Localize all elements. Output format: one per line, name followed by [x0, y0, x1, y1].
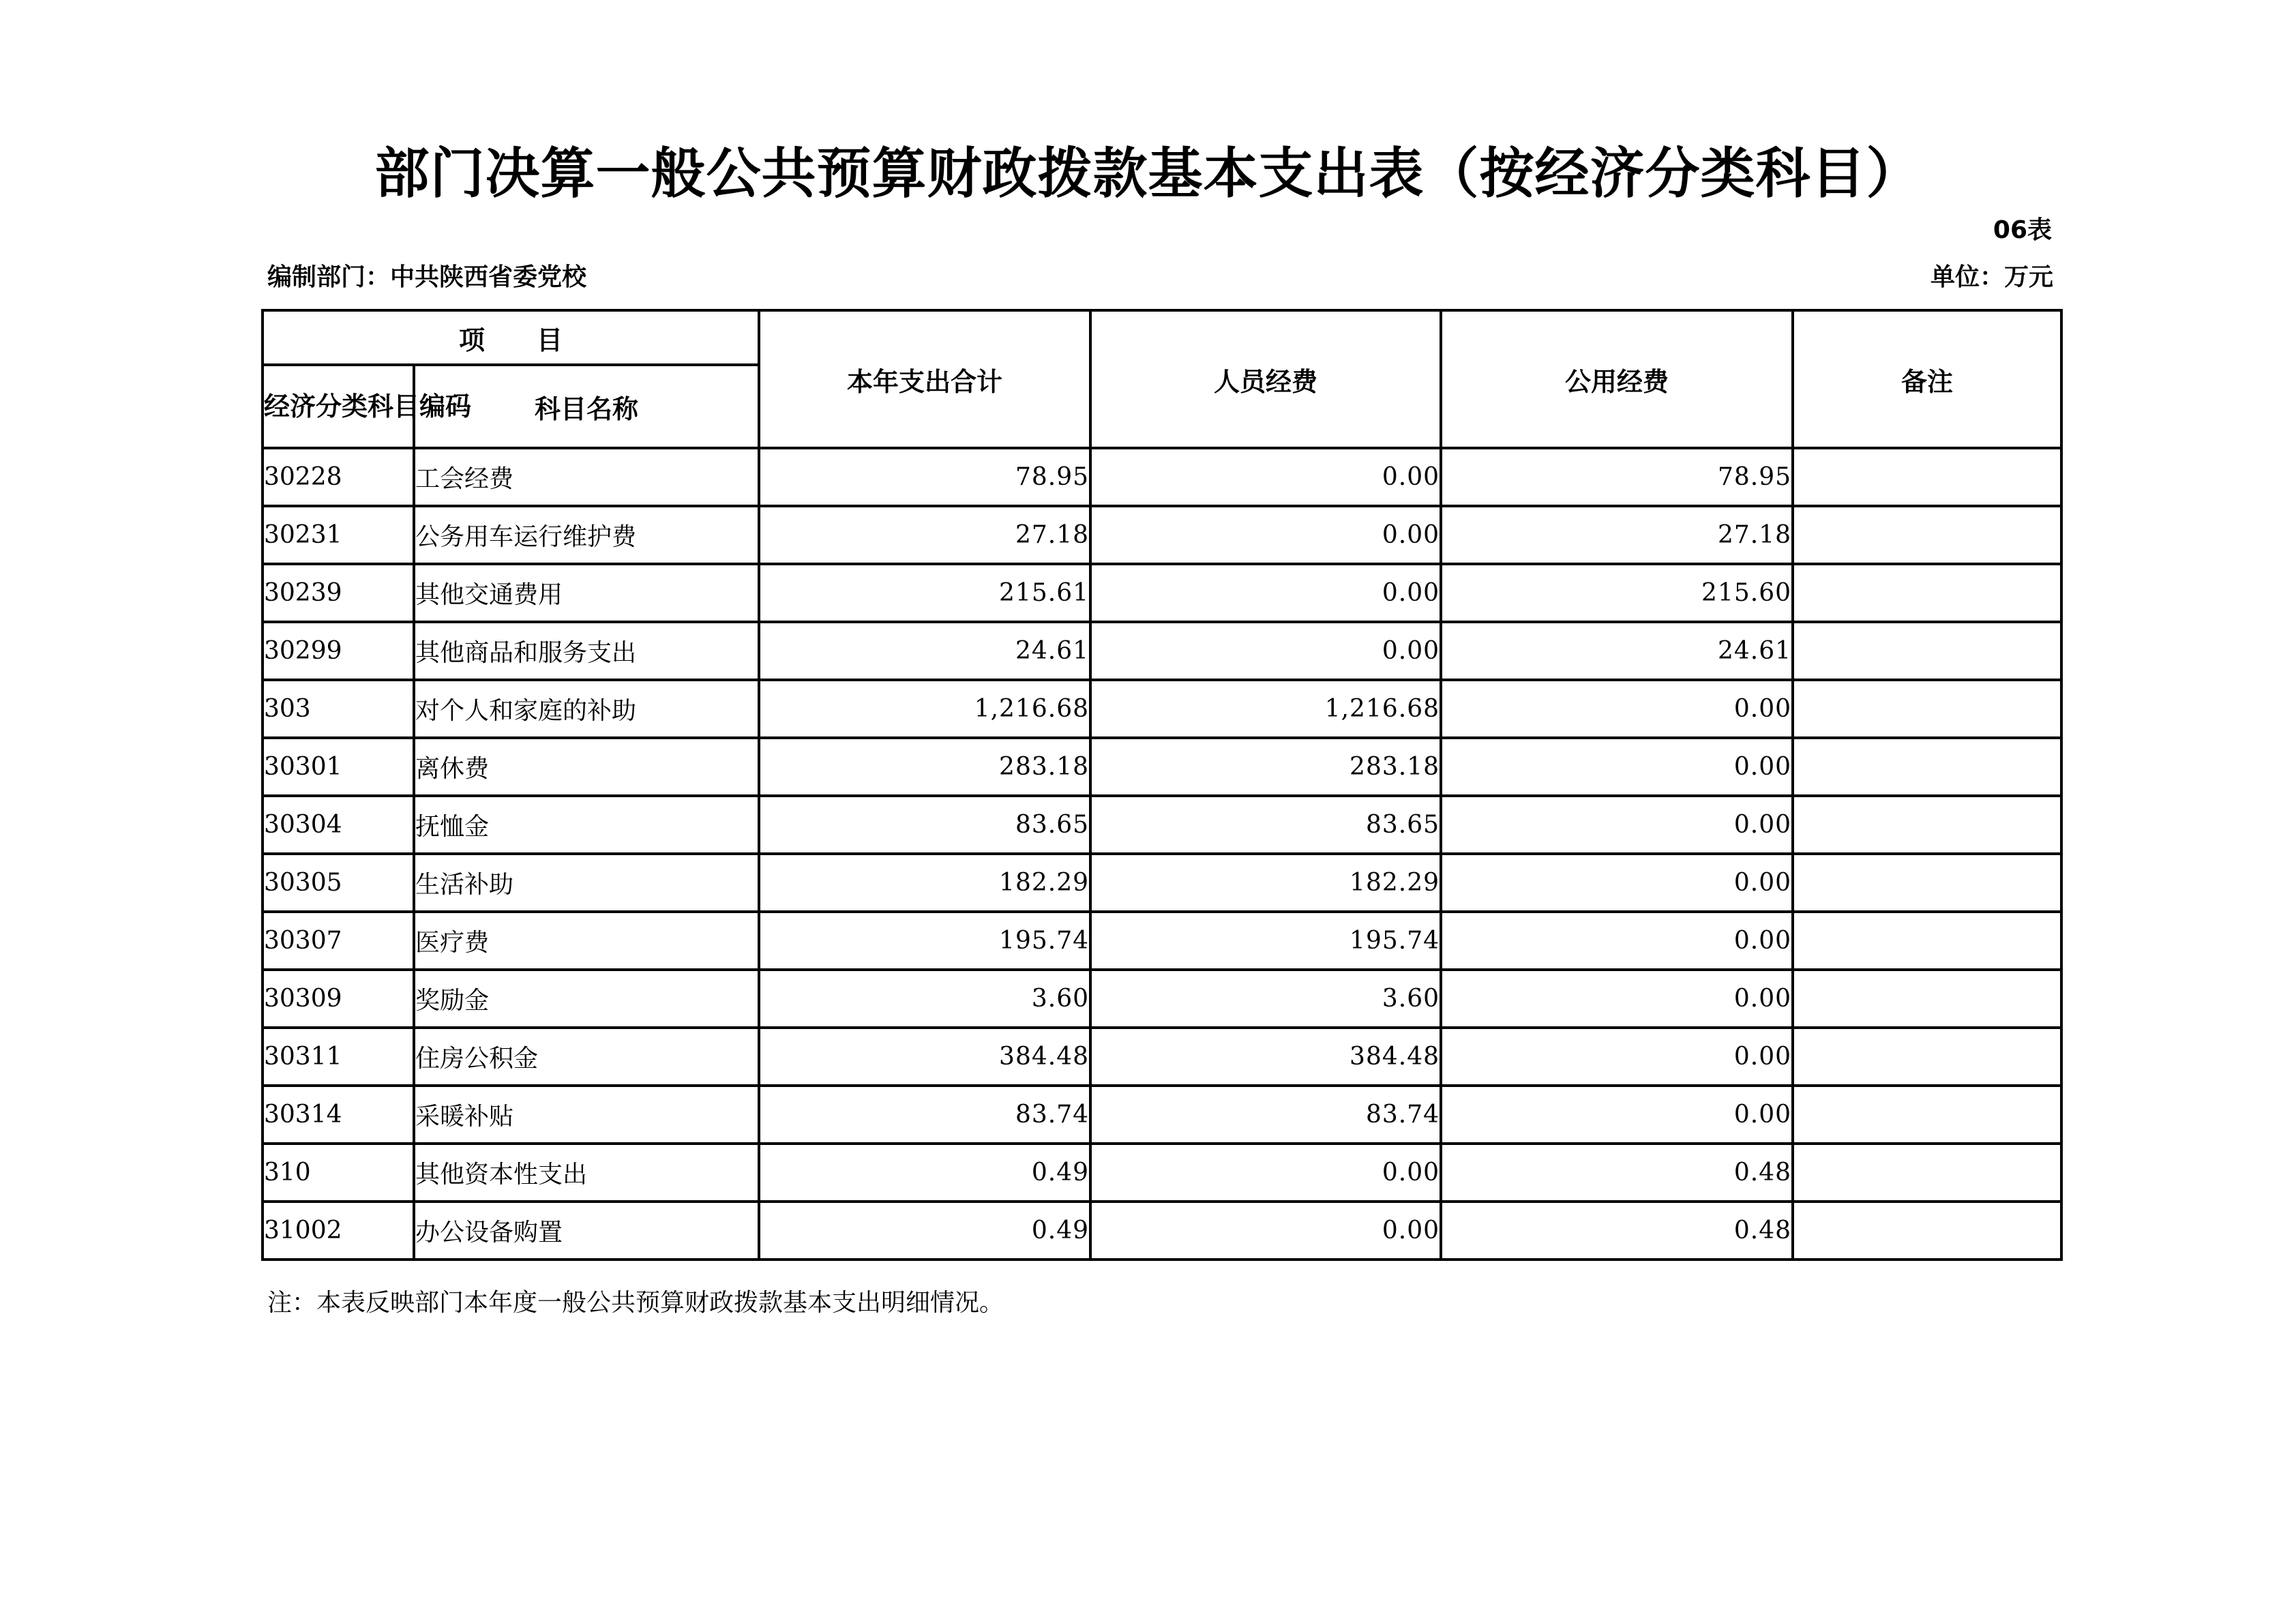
row-code-cell: 30305	[263, 854, 414, 912]
row-name-cell: 采暖补贴	[414, 1086, 759, 1144]
row-public-cell: 0.48	[1441, 1202, 1793, 1260]
row-total-cell: 83.74	[759, 1086, 1090, 1144]
row-name-cell: 奖励金	[414, 970, 759, 1028]
row-public-cell: 0.00	[1441, 854, 1793, 912]
row-public-cell: 0.00	[1441, 970, 1793, 1028]
row-public-cell: 0.00	[1441, 680, 1793, 738]
row-code-cell: 310	[263, 1144, 414, 1202]
table-body	[263, 448, 2061, 1260]
row-total-cell: 283.18	[759, 738, 1090, 796]
table-note: 注：本表反映部门本年度一般公共预算财政拨款基本支出明细情况。	[267, 1289, 1004, 1317]
row-public-cell: 24.61	[1441, 622, 1793, 680]
row-total-cell: 83.65	[759, 796, 1090, 854]
row-personnel-cell: 195.74	[1090, 912, 1441, 970]
row-remark-cell	[1793, 970, 2061, 1028]
row-code-cell: 30231	[263, 506, 414, 564]
row-code-cell: 30304	[263, 796, 414, 854]
row-personnel-cell: 0.00	[1090, 564, 1441, 622]
header-name: 科目名称	[414, 365, 759, 448]
row-public-cell: 0.00	[1441, 1028, 1793, 1086]
row-total-cell: 195.74	[759, 912, 1090, 970]
row-personnel-cell: 0.00	[1090, 1144, 1441, 1202]
header-total: 本年支出合计	[759, 310, 1090, 448]
row-code-cell: 30299	[263, 622, 414, 680]
unit-label: 单位：万元	[1930, 263, 2053, 291]
row-name-cell: 离休费	[414, 738, 759, 796]
row-personnel-cell: 0.00	[1090, 622, 1441, 680]
table-row	[263, 738, 2061, 796]
expenditure-table	[261, 309, 2063, 1261]
row-name-cell: 抚恤金	[414, 796, 759, 854]
row-total-cell: 384.48	[759, 1028, 1090, 1086]
row-personnel-cell: 83.65	[1090, 796, 1441, 854]
table-row	[263, 1086, 2061, 1144]
row-personnel-cell: 0.00	[1090, 1202, 1441, 1260]
table-header	[263, 310, 2061, 448]
row-remark-cell	[1793, 854, 2061, 912]
row-name-cell: 其他交通费用	[414, 564, 759, 622]
table-row	[263, 1144, 2061, 1202]
header-code: 经济分类科目编码	[263, 365, 414, 448]
row-name-cell: 办公设备购置	[414, 1202, 759, 1260]
header-project: 项 目	[263, 310, 759, 365]
table-number: 06表	[1993, 216, 2052, 244]
row-code-cell: 30307	[263, 912, 414, 970]
row-total-cell: 1,216.68	[759, 680, 1090, 738]
row-code-cell: 30309	[263, 970, 414, 1028]
row-name-cell: 工会经费	[414, 448, 759, 506]
table-row	[263, 912, 2061, 970]
row-name-cell: 对个人和家庭的补助	[414, 680, 759, 738]
row-code-cell: 31002	[263, 1202, 414, 1260]
row-total-cell: 3.60	[759, 970, 1090, 1028]
row-personnel-cell: 83.74	[1090, 1086, 1441, 1144]
row-personnel-cell: 3.60	[1090, 970, 1441, 1028]
row-total-cell: 215.61	[759, 564, 1090, 622]
row-name-cell: 其他资本性支出	[414, 1144, 759, 1202]
row-remark-cell	[1793, 448, 2061, 506]
row-name-cell: 生活补助	[414, 854, 759, 912]
row-total-cell: 27.18	[759, 506, 1090, 564]
row-remark-cell	[1793, 564, 2061, 622]
header-personnel: 人员经费	[1090, 310, 1441, 448]
row-total-cell: 182.29	[759, 854, 1090, 912]
row-public-cell: 0.00	[1441, 796, 1793, 854]
table-row	[263, 680, 2061, 738]
row-code-cell: 30314	[263, 1086, 414, 1144]
table-row	[263, 970, 2061, 1028]
row-total-cell: 78.95	[759, 448, 1090, 506]
row-code-cell: 30228	[263, 448, 414, 506]
row-public-cell: 0.00	[1441, 912, 1793, 970]
table-row	[263, 1028, 2061, 1086]
row-remark-cell	[1793, 738, 2061, 796]
row-remark-cell	[1793, 622, 2061, 680]
row-code-cell: 303	[263, 680, 414, 738]
table-row	[263, 564, 2061, 622]
table-row	[263, 1202, 2061, 1260]
row-personnel-cell: 0.00	[1090, 506, 1441, 564]
row-code-cell: 30239	[263, 564, 414, 622]
row-personnel-cell: 384.48	[1090, 1028, 1441, 1086]
row-public-cell: 78.95	[1441, 448, 1793, 506]
table-row	[263, 506, 2061, 564]
row-total-cell: 0.49	[759, 1144, 1090, 1202]
row-public-cell: 0.00	[1441, 1086, 1793, 1144]
row-remark-cell	[1793, 1202, 2061, 1260]
row-remark-cell	[1793, 1086, 2061, 1144]
row-personnel-cell: 182.29	[1090, 854, 1441, 912]
row-remark-cell	[1793, 1144, 2061, 1202]
row-personnel-cell: 283.18	[1090, 738, 1441, 796]
row-remark-cell	[1793, 912, 2061, 970]
row-personnel-cell: 0.00	[1090, 448, 1441, 506]
header-public: 公用经费	[1441, 310, 1793, 448]
row-public-cell: 215.60	[1441, 564, 1793, 622]
page-title: 部门决算一般公共预算财政拨款基本支出表（按经济分类科目）	[374, 142, 1922, 205]
row-remark-cell	[1793, 506, 2061, 564]
row-personnel-cell: 1,216.68	[1090, 680, 1441, 738]
table-row	[263, 854, 2061, 912]
row-remark-cell	[1793, 1028, 2061, 1086]
row-name-cell: 医疗费	[414, 912, 759, 970]
row-name-cell: 其他商品和服务支出	[414, 622, 759, 680]
compiling-department: 编制部门：中共陕西省委党校	[267, 263, 587, 291]
row-name-cell: 住房公积金	[414, 1028, 759, 1086]
header-remark: 备注	[1793, 310, 2061, 448]
row-code-cell: 30301	[263, 738, 414, 796]
row-public-cell: 27.18	[1441, 506, 1793, 564]
row-name-cell: 公务用车运行维护费	[414, 506, 759, 564]
row-total-cell: 24.61	[759, 622, 1090, 680]
table-row	[263, 622, 2061, 680]
row-remark-cell	[1793, 796, 2061, 854]
row-code-cell: 30311	[263, 1028, 414, 1086]
table-row	[263, 796, 2061, 854]
row-public-cell: 0.00	[1441, 738, 1793, 796]
row-remark-cell	[1793, 680, 2061, 738]
row-total-cell: 0.49	[759, 1202, 1090, 1260]
row-public-cell: 0.48	[1441, 1144, 1793, 1202]
table-row	[263, 448, 2061, 506]
